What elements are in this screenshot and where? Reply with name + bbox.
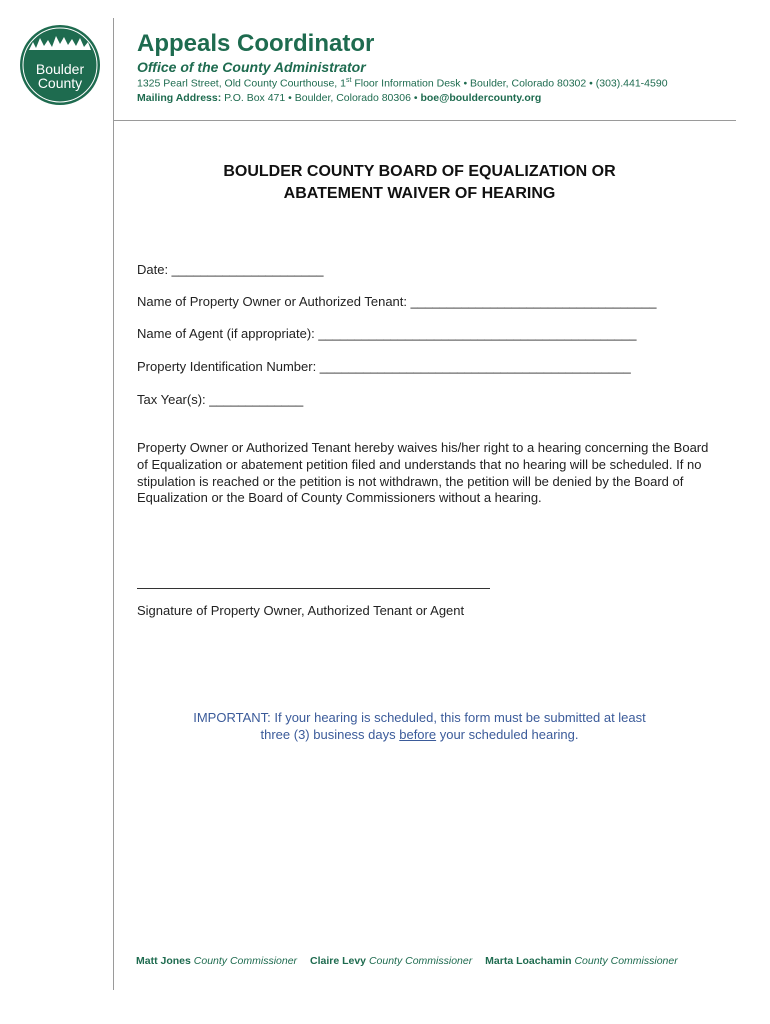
signature-label: Signature of Property Owner, Authorized Tenant or Agent <box>137 603 465 618</box>
important-notice: IMPORTANT: If your hearing is scheduled, this form must be submitted at least three (3) business days before your scheduled hearing. <box>193 710 646 742</box>
header-vertical-rule <box>113 18 114 990</box>
tax-year-field[interactable]: Tax Year(s): _____________ <box>137 392 304 407</box>
commissioner-name: Matt Jones <box>136 955 191 967</box>
logo-line1: Boulder <box>35 61 85 77</box>
header-horizontal-rule <box>113 120 736 121</box>
boulder-county-logo <box>19 24 101 106</box>
commissioner-role: County Commissioner <box>193 955 298 967</box>
commissioner-name: Marta Loachamin <box>485 955 572 967</box>
org-subtitle: Office of the County Administrator <box>137 59 366 75</box>
property-id-field[interactable]: Property Identification Number: ___________________________________________ <box>137 359 631 374</box>
waiver-paragraph: Property Owner or Authorized Tenant hereby waives his/her right to a hearing concerning the Board of Equalization or abatement petition filed and understands that no hearing will be scheduled. If no stipulation is reached or the petition is not withdrawn, the petition will be denied by the Board of Equalization or the Board of County Commissioners without a hearing. <box>137 440 709 506</box>
document-title: BOULDER COUNTY BOARD OF EQUALIZATION OR ABATEMENT WAIVER OF HEARING <box>223 163 616 202</box>
email-link[interactable]: boe@bouldercounty.org <box>420 92 542 104</box>
logo-line2: County <box>37 75 83 91</box>
org-title: Appeals Coordinator <box>137 30 375 57</box>
commissioners-footer <box>136 955 688 967</box>
mailing-address: Mailing Address: P.O. Box 471 • Boulder, Colorado 80306 • boe@bouldercounty.org <box>137 92 542 104</box>
commissioner-role: County Commissioner <box>574 955 678 967</box>
date-field[interactable]: Date: _____________________ <box>137 262 324 277</box>
owner-name-field[interactable]: Name of Property Owner or Authorized Tenant: __________________________________ <box>137 294 657 309</box>
signature-line[interactable] <box>137 588 490 589</box>
street-address: 1325 Pearl Street, Old County Courthouse, 1st Floor Information Desk • Boulder, Colorado 80302 • (303).441-4590 <box>137 77 668 90</box>
commissioner-role: County Commissioner <box>368 955 473 967</box>
agent-name-field[interactable]: Name of Agent (if appropriate): ____________________________________________ <box>137 326 637 341</box>
commissioner-name: Claire Levy <box>309 955 367 967</box>
